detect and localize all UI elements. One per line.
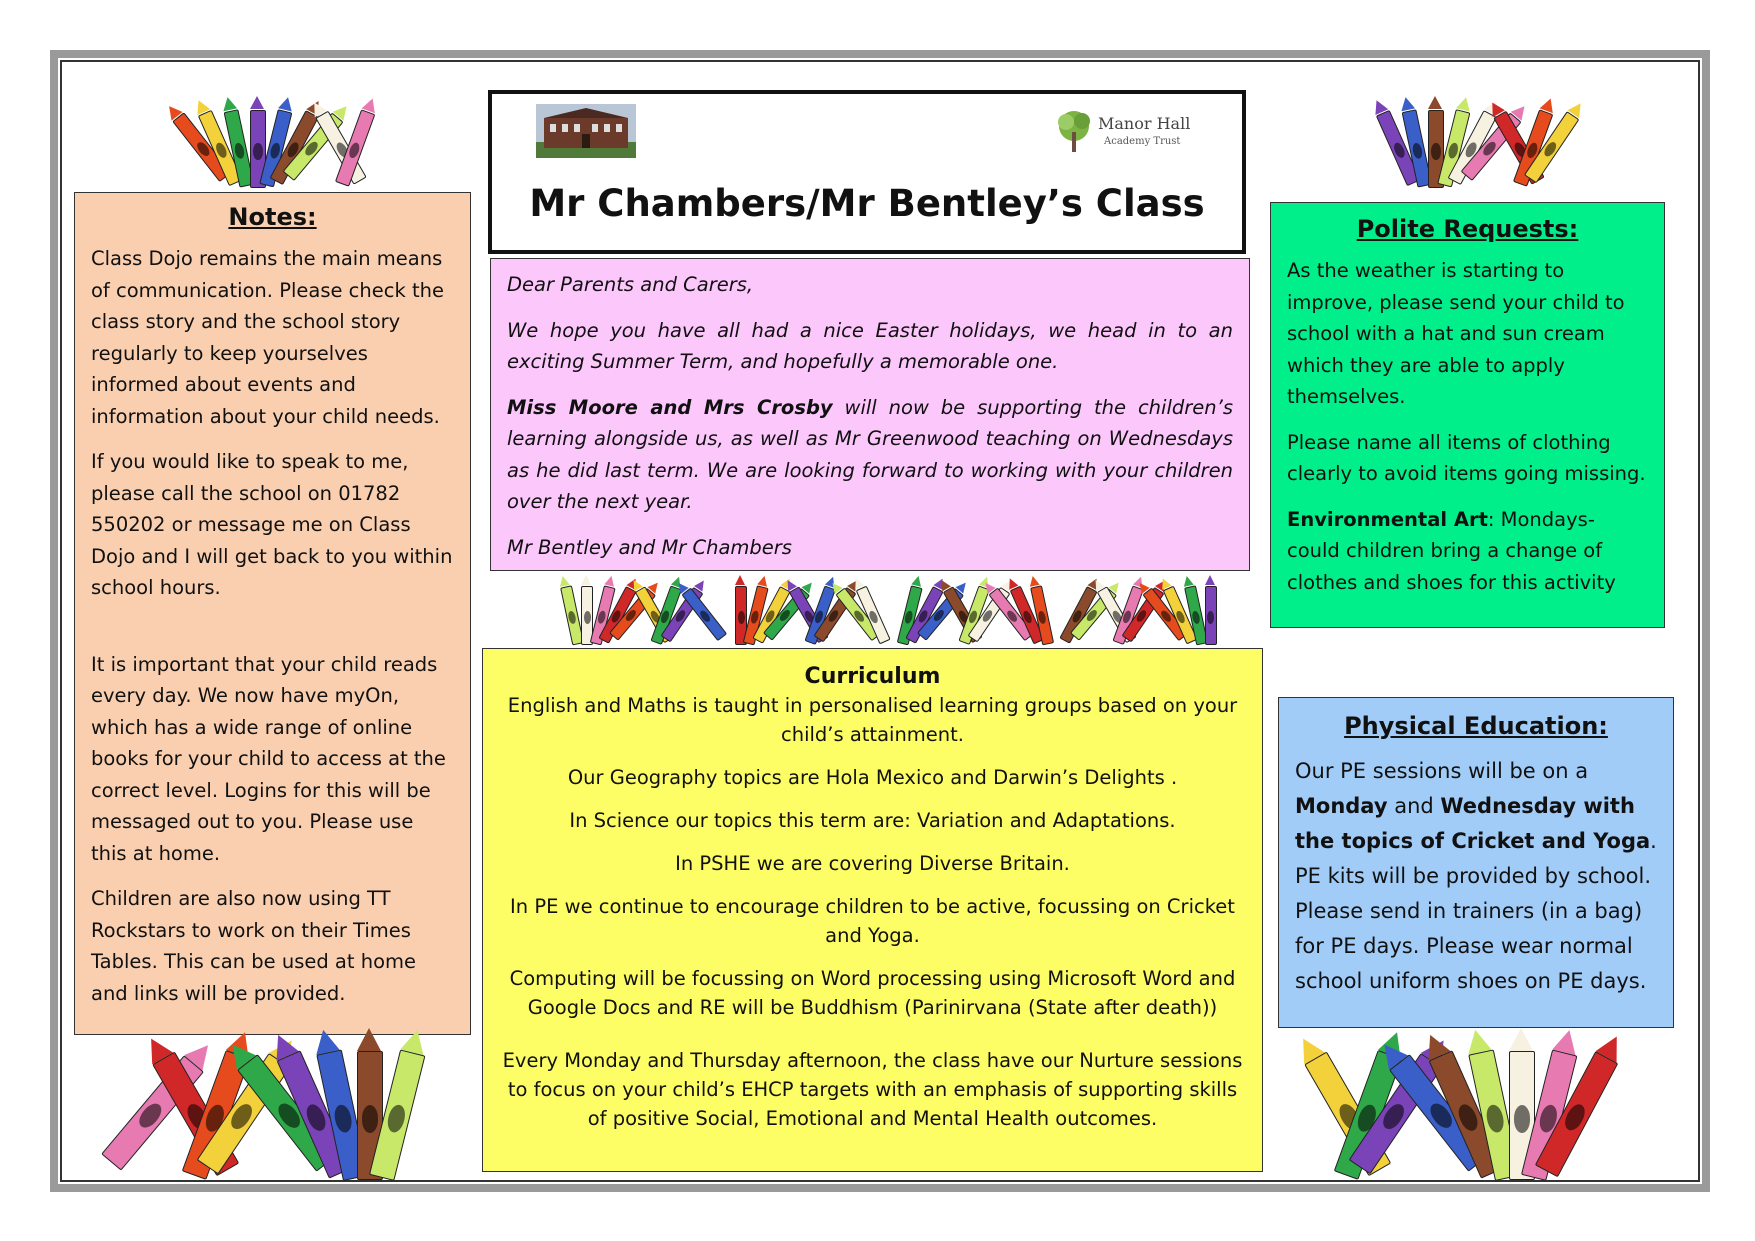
trust-subtitle: Academy Trust <box>1104 136 1181 147</box>
notes-heading: Notes: <box>228 203 317 231</box>
letter-greeting: Dear Parents and Carers, <box>507 273 754 296</box>
crayons-decoration <box>1312 1024 1612 1184</box>
pe-text: and <box>1387 794 1441 818</box>
school-photo <box>536 104 636 158</box>
trust-logo <box>1052 108 1192 156</box>
pe-text: Our PE sessions will be on a <box>1295 759 1589 783</box>
crayons-decoration <box>555 573 717 647</box>
polite-heading: Polite Requests: <box>1356 215 1579 243</box>
letter-paragraph <box>507 392 1233 518</box>
curriculum-item: In PE we continue to encourage children to be active, focussing on Cricket and Yoga. <box>510 895 1235 947</box>
page-title: Mr Chambers/Mr Bentley’s Class <box>529 182 1205 225</box>
pe-text: . PE kits will be provided by school. Please send in trainers (in a bag) for PE days. Please wear normal school uniform shoes on PE days. <box>1295 829 1657 993</box>
notes-paragraph: Children are also now using TT Rockstars to work on their Times Tables. This can be used at home and links will be provided. <box>91 887 416 1005</box>
letter-staff-names: Miss Moore and Mrs Crosby <box>507 395 833 419</box>
polite-paragraph: As the weather is starting to improve, please send your child to school with a hat and sun cream which they are able to apply themselves. <box>1287 259 1625 408</box>
pe-body <box>1295 754 1657 999</box>
crayon-icon <box>558 574 584 645</box>
polite-art-label: Environmental Art <box>1287 507 1488 531</box>
crayons-decoration <box>895 573 1057 647</box>
pe-heading: Physical Education: <box>1344 712 1608 740</box>
letter-paragraph-text: will now be supporting the children’s learning alongside us, as well as Mr Greenwood teaching on Wednesdays as he did last term. We are looking forward to working with your children over the next year. <box>507 395 1233 513</box>
pe-day-wednesday: Wednesday with the topics of Cricket and Yoga <box>1295 794 1651 853</box>
curriculum-heading: Curriculum <box>804 664 941 689</box>
curriculum-item: Computing will be focussing on Word processing using Microsoft Word and Google Docs and RE will be Buddhism (Parinirvana (State after death)) <box>509 967 1236 1019</box>
curriculum-item: English and Maths is taught in personalised learning groups based on your child’s attainment. <box>507 694 1238 746</box>
polite-art-text: : Mondays- could children bring a change of clothes and shoes for this activity <box>1287 507 1616 594</box>
notes-panel <box>74 192 471 1035</box>
crayons-decoration <box>178 94 378 190</box>
polite-requests-panel <box>1270 202 1665 628</box>
pe-panel <box>1278 697 1674 1028</box>
notes-paragraph: If you would like to speak to me, please call the school on 01782 550202 or message me on Class Dojo and I will get back to you within school hours. <box>91 450 453 599</box>
notes-paragraph: Class Dojo remains the main means of communication. Please check the class story and the school story regularly to keep yourselves informed about events and information about your child needs. <box>91 247 444 428</box>
curriculum-item: Every Monday and Thursday afternoon, the class have our Nurture sessions to focus on your child’s EHCP targets with an emphasis of supporting skills of positive Social, Emotional and Mental Health outcomes. <box>502 1049 1243 1130</box>
letter-paragraph: We hope you have all had a nice Easter holidays, we head in to an exciting Summer Term, and hopefully a memorable one. <box>507 318 1233 373</box>
pe-day-monday: Monday <box>1295 794 1388 818</box>
curriculum-item: In PSHE we are covering Diverse Britain. <box>675 852 1070 875</box>
curriculum-item: Our Geography topics are Hola Mexico and Darwin’s Delights . <box>567 766 1178 789</box>
curriculum-item: In Science our topics this term are: Variation and Adaptations. <box>569 809 1176 832</box>
crayons-decoration <box>130 1024 430 1184</box>
polite-paragraph <box>1287 504 1648 599</box>
curriculum-panel <box>482 648 1263 1172</box>
crayon-icon <box>1205 575 1217 645</box>
trust-name: Manor Hall <box>1098 114 1191 133</box>
polite-paragraph: Please name all items of clothing clearly to avoid items going missing. <box>1287 430 1646 485</box>
title-box <box>488 90 1246 254</box>
crayons-decoration <box>725 573 887 647</box>
crayons-decoration <box>1065 573 1227 647</box>
letter-panel <box>490 258 1250 571</box>
notes-paragraph: It is important that your child reads every day. We now have myOn, which has a wide range of online books for your child to access at the correct level. Logins for this will be messaged out to you. Please use this at home. <box>91 652 446 865</box>
letter-signoff: Mr Bentley and Mr Chambers <box>507 535 792 559</box>
crayons-decoration <box>1376 94 1576 190</box>
